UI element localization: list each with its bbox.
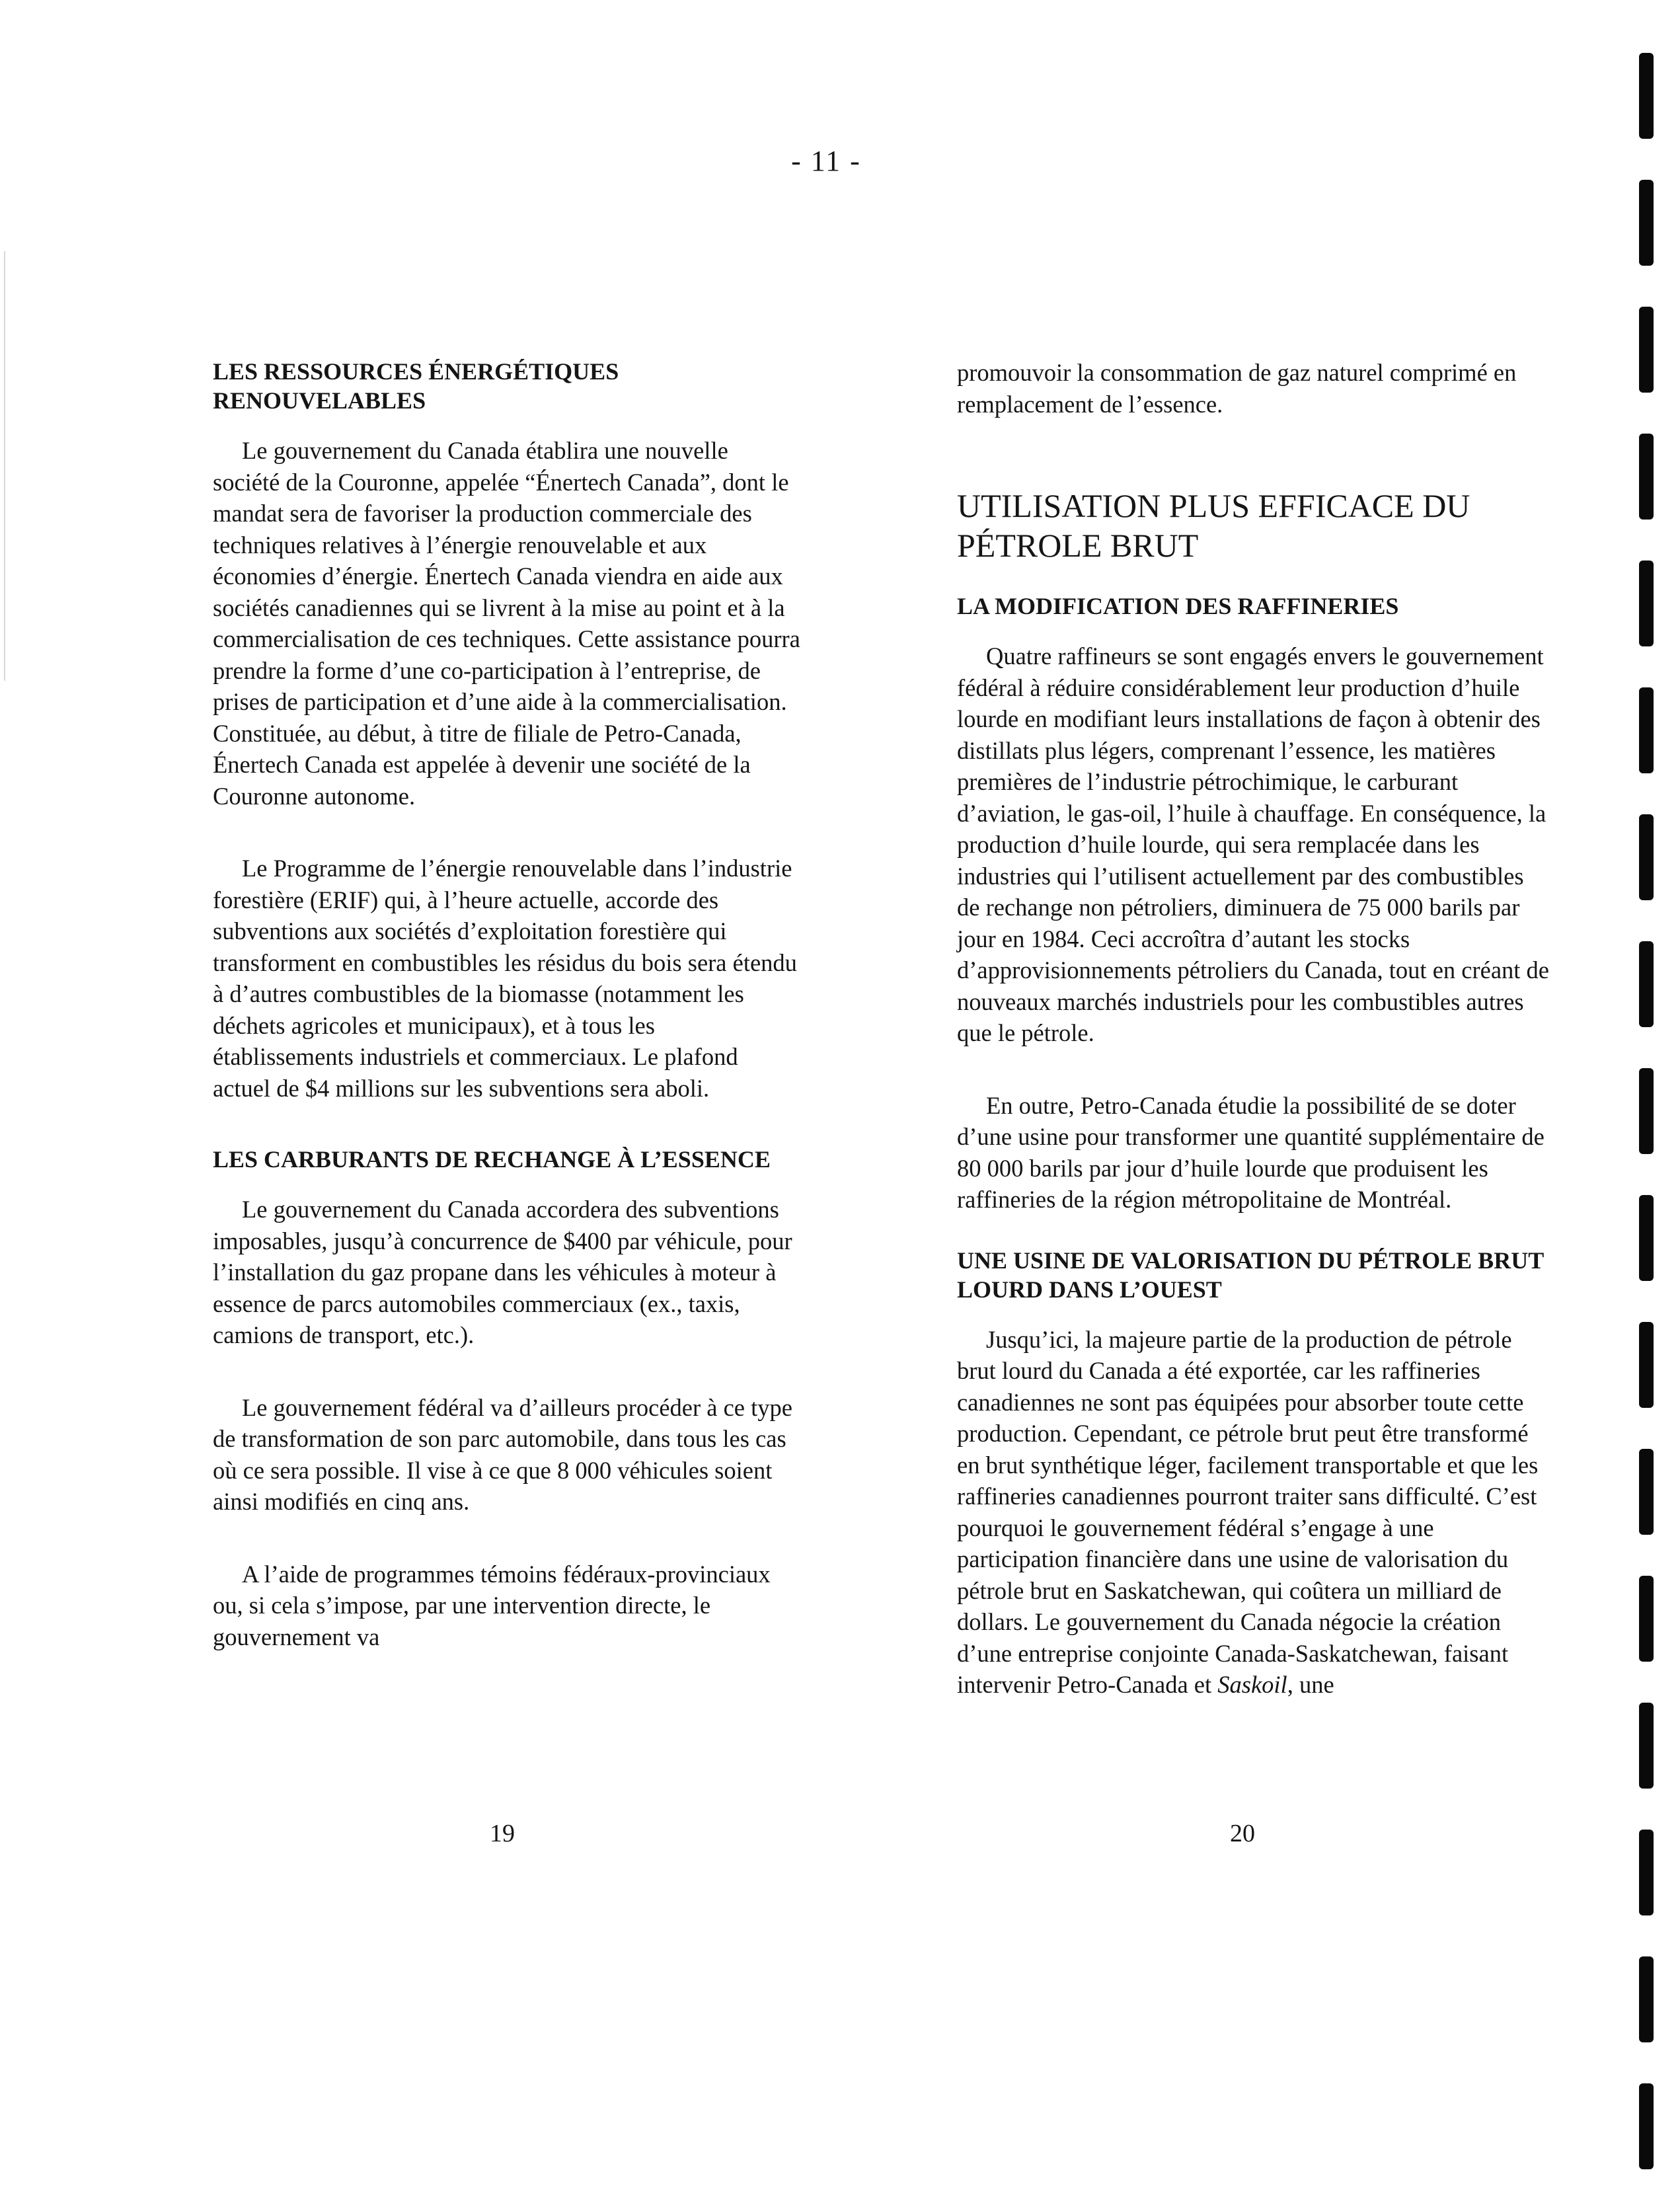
paragraph-petro-canada-study: En outre, Petro-Canada étudie la possibilité de se doter d’une usine pour transformer une quantité supplémentaire de 80 000 barils par jour d’huile lourde que produisent les raffineries de la région métropolitaine de Montréal. [957,1091,1545,1213]
binder-mark [1639,2083,1654,2169]
binder-mark [1639,1830,1654,1915]
paragraph-enertech: Le gouvernement du Canada établira une nouvelle société de la Couronne, appelée “Énertech Canada”, dont le mandat sera de favoriser la production commerciale des techniques relatives à l’énergie renouvelable et aux économies d’énergie. Énertech Canada viendra en aide aux sociétés canadiennes qui se livrent à la mise au point et à la commercialisation de ces techniques. Cette assistance pourra prendre la forme d’une co-participation à l’entreprise, de prises de participation et d’une aide à la commercialisation. Constituée, au début, à titre de filiale de Petro-Canada, Énertech Canada est appelée à devenir une société de la Couronne autonome. [213,437,800,810]
paragraph-propane-subsidy: Le gouvernement du Canada accordera des subventions imposables, jusqu’à concurrence de $400 par véhicule, pour l’installation du gaz propane dans les véhicules à moteur à essence de parcs automobiles commerciaux (ex., taxis, camions de transport, etc.). [213,1196,792,1348]
binder-mark [1639,1576,1654,1662]
saskoil-italic: Saskoil [1217,1671,1287,1698]
main-title-crude-oil: UTILISATION PLUS EFFICACE DU PÉTROLE BRUT [957,487,1470,564]
section-title-renewable-resources: LES RESSOURCES ÉNERGÉTIQUES RENOUVELABLES [213,358,619,414]
binder-mark [1639,1322,1654,1408]
page-number-right: 20 [1230,1820,1255,1847]
page-header-number: - 11 - [791,145,861,177]
paragraph-heavy-crude-end: , une [1287,1671,1334,1698]
paragraph-erif: Le Programme de l’énergie renouvelable dans l’industrie forestière (ERIF) qui, à l’heure actuelle, accorde des subventions aux sociétés d’exploitation forestière qui transforment en combustibles les résidus du bois sera étendu à d’autres combustibles de la biomasse (notamment les déchets agricoles et municipaux), et à tous les établissements industriels et commerciaux. Le plafond actuel de $4 millions sur les subventions sera aboli. [213,855,797,1102]
paragraph-federal-fleet: Le gouvernement fédéral va d’ailleurs procéder à ce type de transformation de son parc automobile, dans tous les cas où ce sera possible. Il vise à ce que 8 000 véhicules soient ainsi modifiés en cinq ans. [213,1393,792,1515]
binder-mark [1639,941,1654,1027]
binder-mark [1639,560,1654,646]
binder-mark [1639,53,1654,139]
scan-margin-line [4,251,5,681]
binder-mark [1639,1956,1654,2042]
binder-mark [1639,1703,1654,1789]
paragraph-heavy-crude [957,1324,1552,1701]
section-title-refinery-modification: LA MODIFICATION DES RAFFINERIES [957,593,1399,619]
binder-mark [1639,180,1654,266]
left-column [213,357,801,1693]
page-number-left: 19 [490,1820,515,1847]
binder-mark [1639,814,1654,900]
paragraph-four-refiners: Quatre raffineurs se sont engagés envers le gouvernement fédéral à réduire considérablement leur production d’huile lourde en modifiant leurs installations de façon à obtenir des distillats plus légers, comprenant l’essence, les matières premières de l’industrie pétrochimique, le carburant d’aviation, le gas-oil, l’huile à chauffage. En conséquence, la production d’huile lourde, qui sera remplacée dans les industries qui l’utilisent actuellement par des combustibles de rechange non pétroliers, diminuera de 75 000 barils par jour en 1984. Ceci accroîtra d’autant les stocks d’approvisionnements pétroliers du Canada, tout en créant de nouveaux marchés industriels pour les combustibles autres que le pétrole. [957,642,1549,1046]
binder-mark [1639,434,1654,520]
paragraph-heavy-crude-text: Jusqu’ici, la majeure partie de la production de pétrole brut lourd du Canada a été exportée, car les raffineries canadiennes ne sont pas équipées pour absorber toute cette production. Cependant, ce pétrole brut peut être transformé en brut synthétique léger, facilement transportable et que les raffineries canadiennes pourront traiter sans difficulté. C’est pourquoi le gouvernement fédéral s’engage à une participation financière dans une usine de valorisation du pétrole brut en Saskatchewan, qui coûtera un milliard de dollars. Le gouvernement du Canada négocie la création d’une entreprise conjointe Canada-Saskatchewan, faisant intervenir Petro-Canada et [957,1325,1539,1698]
right-column [957,357,1552,1742]
binder-mark [1639,1449,1654,1535]
binder-mark [1639,1068,1654,1154]
binder-mark [1639,307,1654,393]
paragraph-pilot-programs: A l’aide de programmes témoins fédéraux-provinciaux ou, si cela s’impose, par une intervention directe, le gouvernement va [213,1560,771,1650]
binder-mark [1639,687,1654,773]
section-title-upgrader-west: UNE USINE DE VALORISATION DU PÉTROLE BRUT LOURD DANS L’OUEST [957,1247,1544,1303]
paragraph-continuation: promouvoir la consommation de gaz naturel comprimé en remplacement de l’essence. [957,359,1517,418]
section-title-alternative-fuels: LES CARBURANTS DE RECHANGE À L’ESSENCE [213,1146,771,1173]
binder-hole-marks [1639,26,1660,2168]
binder-mark [1639,1195,1654,1281]
